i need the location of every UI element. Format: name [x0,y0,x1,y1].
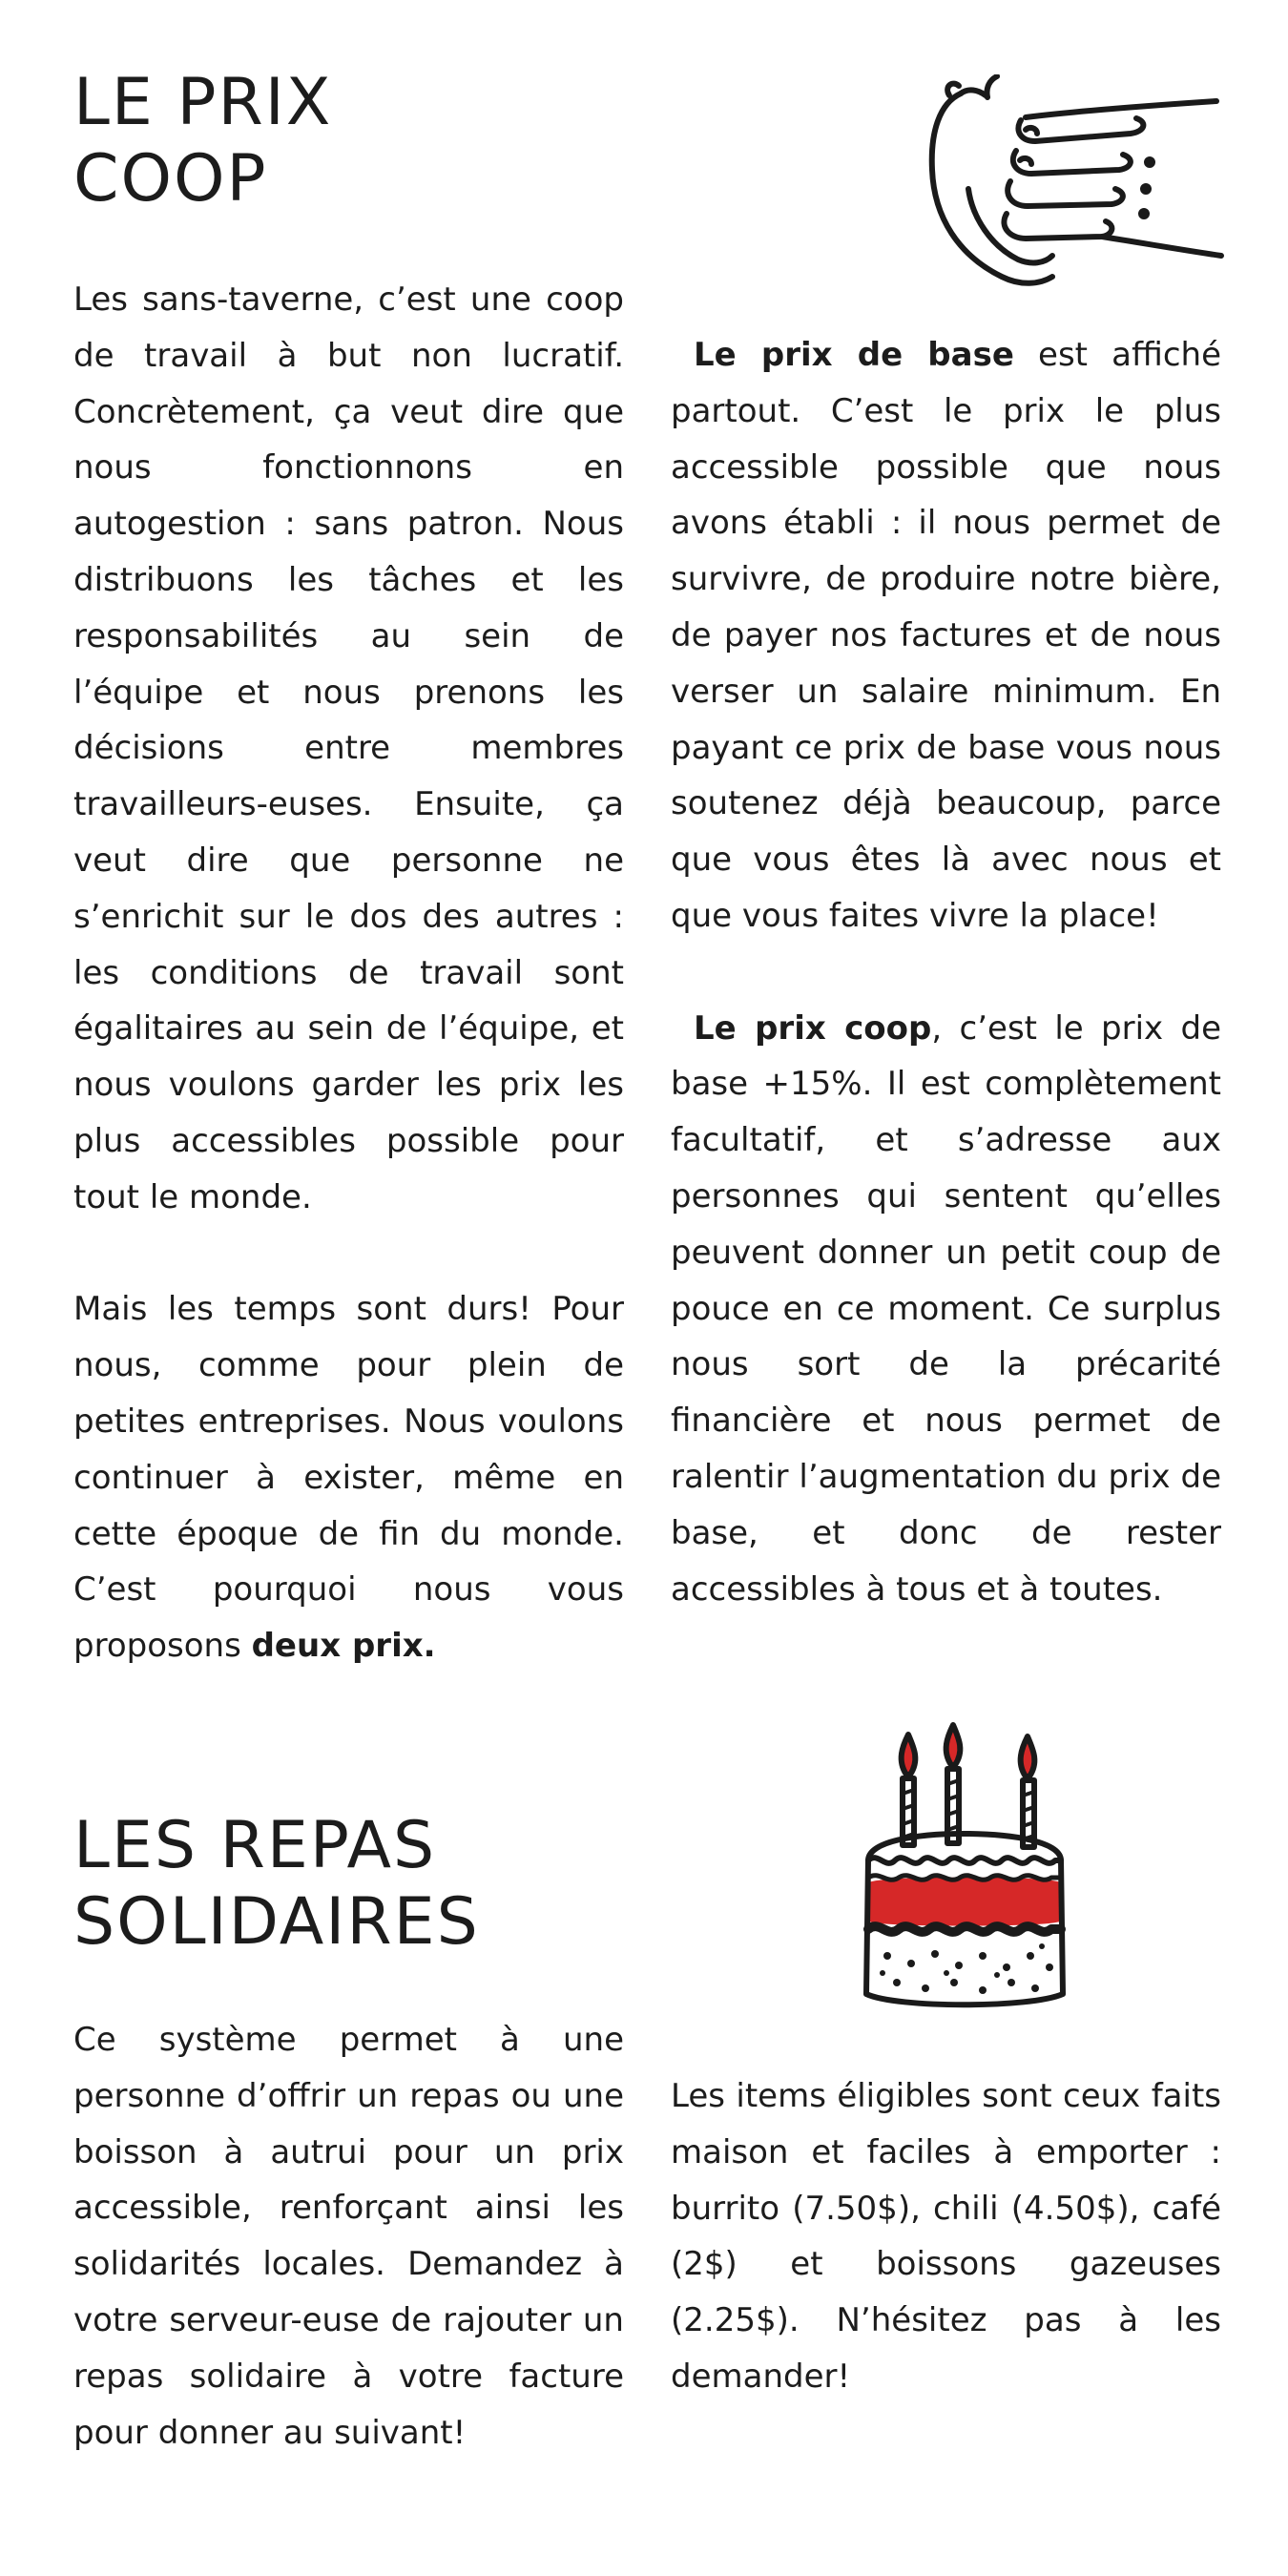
section-title-prix-coop [73,65,332,218]
birthday-cake-icon [840,1717,1088,2023]
paragraph: Ce système permet à une personne d’offrir un repas ou une boisson à autrui pour un prix accessible, renforçant ainsi les solidarités locales. Demandez à votre serveur-euse de rajouter un repas solidaire à votre facture pour donner au suivant! [73,2021,624,2452]
repas-solidaires-text-left [73,2012,624,2461]
repas-solidaires-text-right [671,2068,1221,2405]
prix-coop-text-right [671,327,1221,1617]
section-title-repas-solidaires [73,1808,480,1961]
title-line: COOP [73,141,268,217]
paragraph-text: est affiché partout. C’est le prix le plus accessible possible que nous avons établi : il nous permet de survivre, de produire notre bière, de payer nos factures et de nous verser un salaire minimum. En payant ce prix de base vous nous soutenez déjà beaucoup, parce que vous êtes là avec nous et que vous faites vivre la place! [671,336,1221,935]
paragraph-text: Mais les temps sont durs! Pour nous, comme pour plein de petites entreprises. Nous voulons continuer à exister, même en cette époque de fin du monde. C’est pourquoi nous vous proposons [73,1290,624,1666]
paragraph [73,1281,624,1674]
paragraph: Les items éligibles sont ceux faits maison et faciles à emporter : burrito (7.50$), chili (4.50$), café (2$) et boissons gazeuses (2.25$). N’hésitez pas à les demander! [671,2077,1221,2396]
paragraph-bold: deux prix. [251,1627,436,1666]
prix-coop-text-left [73,272,624,1674]
hand-holding-apple-icon [911,74,1226,294]
paragraph [671,327,1221,945]
paragraph-bold: Le prix coop [694,1008,932,1048]
paragraph [671,1001,1221,1618]
title-line: LES REPAS [73,1808,437,1883]
paragraph-bold: Le prix de base [694,336,1014,374]
title-line: LE PRIX [73,65,333,140]
paragraph-text: , c’est le prix de base +15%. Il est complètement facultatif, et s’adresse aux personnes qui sentent qu’elles peuvent donner un petit coup de pouce en ce moment. Ce surplus nous sort de la précarité financière et nous permet de ralentir l’augmentation du prix de base, et donc de rester accessibles à tous et à toutes. [671,1008,1221,1609]
paragraph: Les sans-taverne, c’est une coop de travail à but non lucratif. Concrètement, ça veut dire que nous fonctionnons en autogestion : sans patron. Nous distribuons les tâches et les responsabilités au sein de l’équipe et nous prenons les décisions entre membres travailleurs-euses. Ensuite, ça veut dire que personne ne s’enrichit sur le dos des autres : les conditions de travail sont égalitaires au sein de l’équipe, et nous voulons garder les prix les plus accessibles possible pour tout le monde. [73,280,624,1216]
title-line: SOLIDAIRES [73,1884,480,1960]
